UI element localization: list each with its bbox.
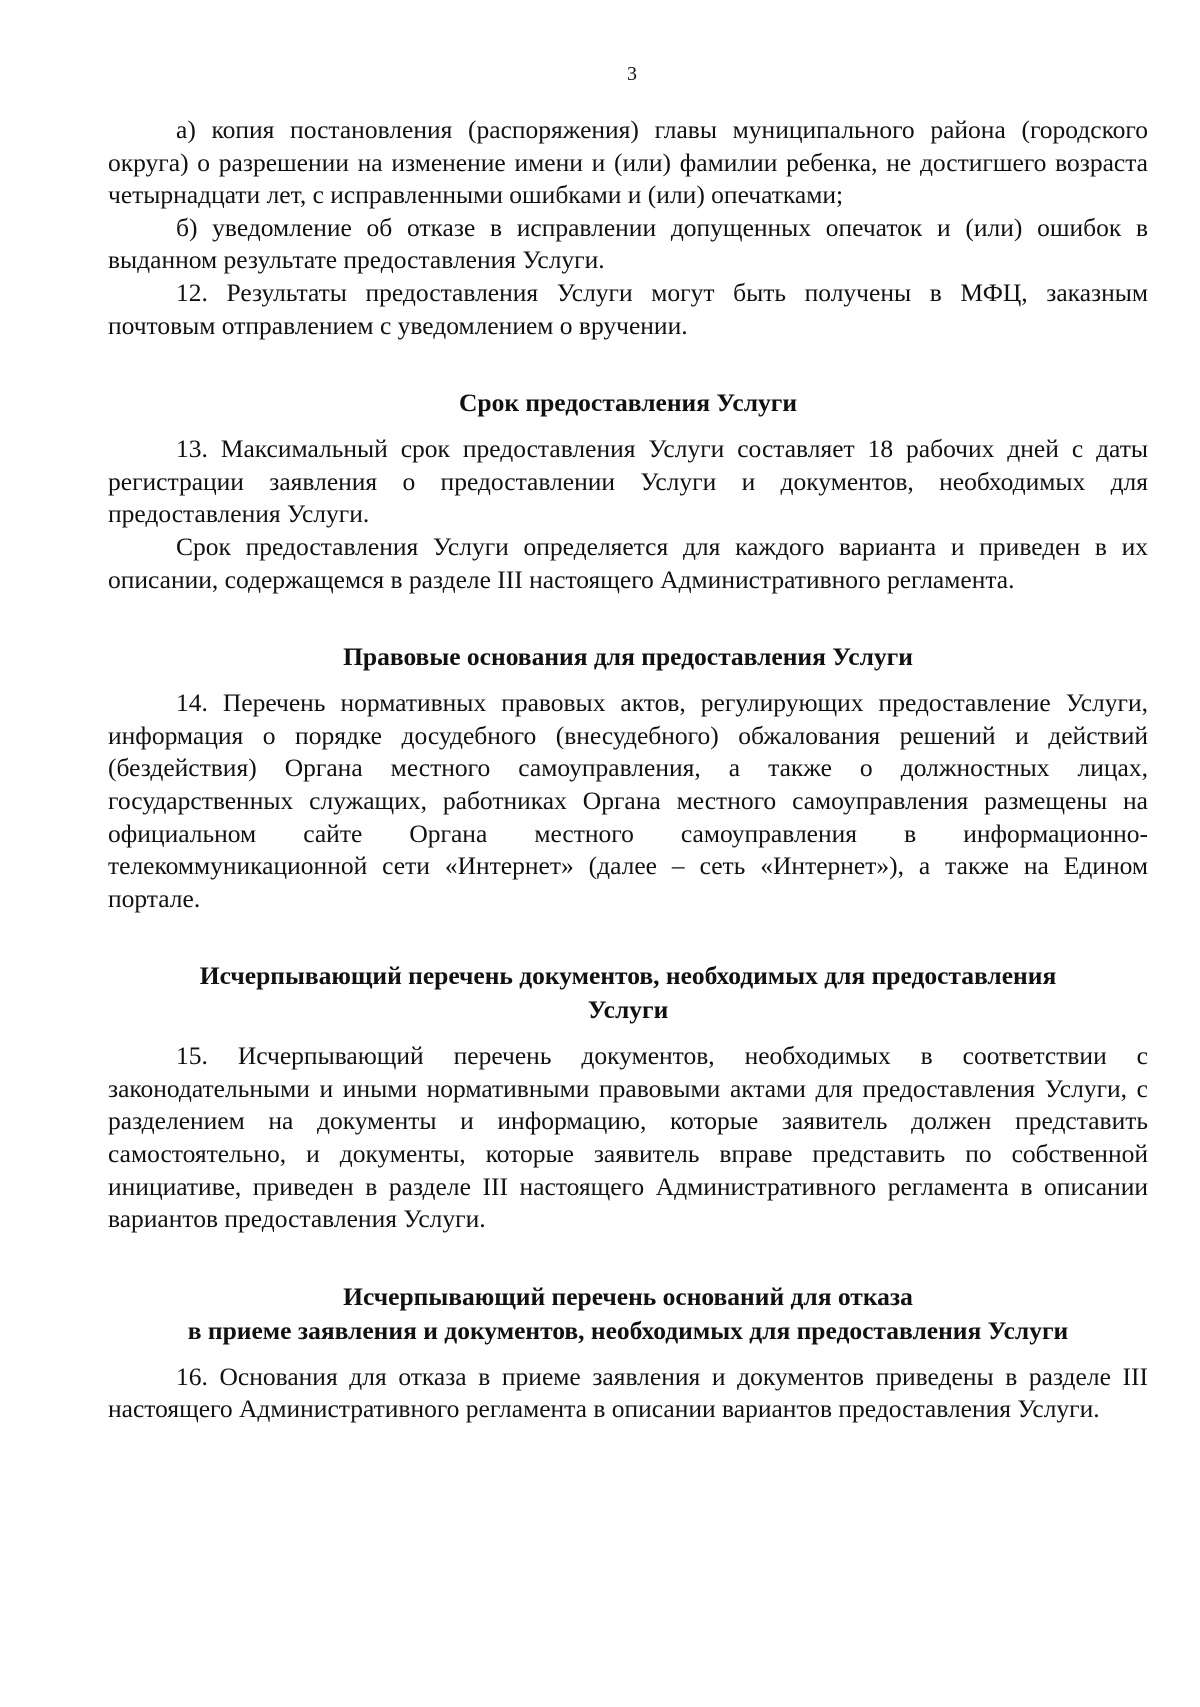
heading-refusal-line-2: в приеме заявления и документов, необходимых для предоставления Услуги (187, 1315, 1069, 1345)
paragraph-16: 16. Основания для отказа в приеме заявления и документов приведены в разделе III настоящего Административного регламента в описании вариантов предоставления Услуги. (108, 1361, 1148, 1424)
spacer (108, 1027, 1148, 1040)
spacer (108, 674, 1148, 687)
paragraph-13: 13. Максимальный срок предоставления Услуги составляет 18 рабочих дней с даты регистрации заявления о предоставлении Услуги и документов, необходимых для предоставления Услуги. (108, 434, 1148, 529)
heading-documents-line-1: Исчерпывающий перечень документов, необходимых для предоставления (199, 961, 1057, 991)
paragraph-12: 12. Результаты предоставления Услуги могут быть получены в МФЦ, заказным почтовым отправлением с уведомлением о вручении. (108, 277, 1148, 340)
paragraph-item-b: б) уведомление об отказе в исправлении допущенных опечаток и (или) ошибок в выданном результате предоставления Услуги. (108, 212, 1148, 275)
heading-documents-line-2: Услуги (587, 995, 669, 1025)
spacer (108, 1348, 1148, 1361)
spacer (108, 596, 1148, 640)
spacer (108, 1236, 1148, 1280)
heading-refusal-grounds (108, 1280, 1148, 1348)
spacer (108, 342, 1148, 386)
paragraph-13-term: Срок предоставления Услуги определяется для каждого варианта и приведен в их описании, содержащемся в разделе III настоящего Административного регламента. (108, 531, 1148, 594)
paragraph-item-a: а) копия постановления (распоряжения) главы муниципального района (городского округа) о разрешении на изменение имени и (или) фамилии ребенка, не достигшего возраста четырнадцати лет, с исправленными ошибками и (или) опечатками; (108, 115, 1148, 210)
paragraph-14: 14. Перечень нормативных правовых актов, регулирующих предоставление Услуги, информация о порядке досудебного (внесудебного) обжалования решений и действий (бездействия) Органа местного самоуправления, а также о должностных лицах, государственных служащих, работниках Органа местного самоуправления размещены на официальном сайте Органа местного самоуправления в информационно-телекоммуникационной сети «Интернет» (далее – сеть «Интернет»), а также на Едином портале. (108, 688, 1148, 913)
paragraph-15: 15. Исчерпывающий перечень документов, необходимых в соответствии с законодательными и иными нормативными правовыми актами для предоставления Услуги, с разделением на документы и информацию, которые заявитель должен представить самостоятельно, и документы, которые заявитель вправе представить по собственной инициативе, приведен в разделе III настоящего Административного регламента в описании вариантов предоставления Услуги. (108, 1041, 1148, 1234)
heading-documents-list (108, 959, 1148, 1027)
heading-term: Срок предоставления Услуги (458, 388, 798, 418)
spacer (108, 420, 1148, 433)
heading-refusal-line-1: Исчерпывающий перечень оснований для отказа (343, 1281, 913, 1311)
spacer (108, 915, 1148, 959)
page-number: 3 (627, 63, 637, 85)
heading-legal-basis: Правовые основания для предоставления Услуги (343, 642, 913, 672)
